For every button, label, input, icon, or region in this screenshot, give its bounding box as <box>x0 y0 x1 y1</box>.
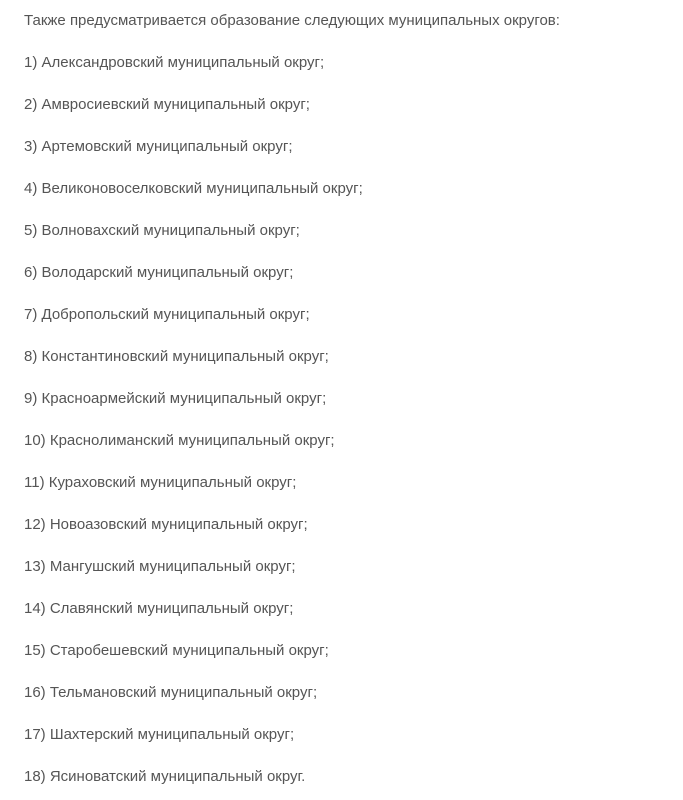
list-item: 3) Артемовский муниципальный округ; <box>24 138 293 155</box>
intro-paragraph: Также предусматривается образование следующих муниципальных округов: <box>24 12 560 29</box>
list-item: 16) Тельмановский муниципальный округ; <box>24 684 318 701</box>
list-item: 2) Амвросиевский муниципальный округ; <box>24 96 310 113</box>
list-item: 10) Краснолиманский муниципальный округ; <box>24 432 335 449</box>
list-item: 8) Константиновский муниципальный округ; <box>24 348 329 365</box>
list-item: 18) Ясиноватский муниципальный округ. <box>24 768 306 785</box>
list-item: 13) Мангушский муниципальный округ; <box>24 558 296 575</box>
list-item: 7) Добропольский муниципальный округ; <box>24 306 310 323</box>
list-item: 5) Волновахский муниципальный округ; <box>24 222 300 239</box>
list-item: 14) Славянский муниципальный округ; <box>24 600 294 617</box>
list-item: 15) Старобешевский муниципальный округ; <box>24 642 329 659</box>
list-item: 1) Александровский муниципальный округ; <box>24 54 325 71</box>
list-item: 11) Кураховский муниципальный округ; <box>24 474 297 491</box>
list-item: 9) Красноармейский муниципальный округ; <box>24 390 327 407</box>
list-item: 6) Володарский муниципальный округ; <box>24 264 294 281</box>
list-item: 17) Шахтерский муниципальный округ; <box>24 726 295 743</box>
list-item: 4) Великоновоселковский муниципальный округ; <box>24 180 363 197</box>
list-item: 12) Новоазовский муниципальный округ; <box>24 516 308 533</box>
